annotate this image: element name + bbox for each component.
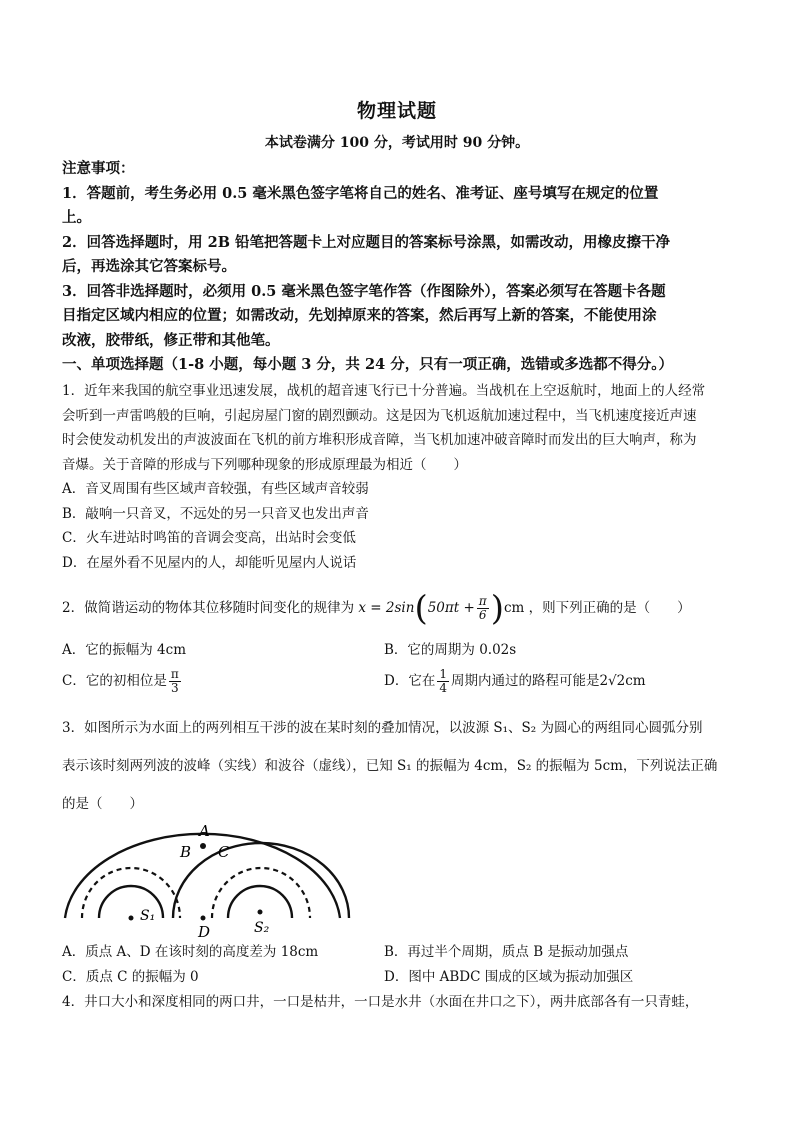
- q3-options-row-2: [62, 965, 734, 990]
- label-c: C: [218, 843, 230, 861]
- q2-option-c-fraction: [169, 668, 181, 695]
- frac-denominator: 3: [170, 681, 179, 695]
- notes-heading: 注意事项：: [62, 160, 135, 177]
- notes-line: 上。: [62, 209, 91, 226]
- label-a: A: [199, 822, 210, 840]
- q2-option-c: [62, 668, 183, 695]
- interference-figure: [62, 820, 362, 938]
- page-title: 物理试题: [356, 100, 437, 122]
- frac-denominator: 4: [439, 681, 447, 695]
- question-3: [62, 716, 734, 816]
- source-s2: [258, 910, 263, 915]
- formula-fraction: [477, 595, 489, 622]
- notes-line: 目指定区域内相应的位置；如需改动，先划掉原来的答案，然后再写上新的答案，不能使用涂: [62, 307, 657, 324]
- label-d: D: [198, 923, 211, 938]
- q3-option-c: C．质点 C 的振幅为 0: [62, 969, 199, 985]
- q1-option-d: D．在屋外看不见屋内的人，却能听见屋内人说话: [62, 554, 357, 571]
- q3-options-row-1: [62, 940, 734, 965]
- q2-options-row-1: [62, 638, 734, 668]
- section-heading: 一、单项选择题（1-8 小题，每小题 3 分，共 24 分，只有一项正确，选错或多选都不得分。）: [62, 356, 673, 373]
- frac-numerator: π: [478, 594, 487, 608]
- q1-stem-line: 1．近年来我国的航空事业迅速发展，战机的超音速飞行已十分普遍。当战机在上空返航时，地面上的人经常: [62, 383, 706, 399]
- q2-option-d-text: D．它在: [384, 673, 436, 689]
- notes-line: 2．回答选择题时，用 2B 铅笔把答题卡上对应题目的答案标号涂黑，如需改动，用橡皮擦干净: [62, 233, 671, 251]
- label-b: B: [180, 843, 192, 861]
- formula-inner: 50πt +: [427, 600, 475, 616]
- notes-section: [62, 157, 734, 378]
- q1-stem-line: 时会使发动机发出的声波波面在飞机的前方堆积形成音障，当飞机加速冲破音障时而发出的巨大响声，称为: [62, 432, 697, 448]
- q1-option-a: A．音叉周围有些区域声音较强，有些区域声音较弱: [62, 481, 369, 497]
- frac-numerator: π: [170, 667, 179, 681]
- q3-option-d: D．图中 ABDC 围成的区域为振动加强区: [384, 969, 634, 985]
- notes-line: 后，再选涂其它答案标号。: [62, 258, 236, 275]
- q2-stem-prefix: 2．做简谐运动的物体其位移随时间变化的规律为: [62, 600, 355, 616]
- q3-stem-line: 表示该时刻两列波的波峰（实线）和波谷（虚线），已知 S₁ 的振幅为 4cm，S₂ 的振幅为 5cm，下列说法正确: [62, 758, 718, 774]
- label-s2: S₂: [254, 920, 270, 936]
- point-d: [201, 916, 206, 921]
- q2-option-c-text: C．它的初相位是: [62, 673, 167, 689]
- q1-option-b: B．敲响一只音叉，不远处的另一只音叉也发出声音: [62, 505, 369, 522]
- s1-trough: [82, 868, 180, 918]
- q1-stem-line: 音爆。关于音障的形成与下列哪种现象的形成原理最为相近（ ）: [62, 456, 467, 473]
- frac-denominator: 6: [478, 608, 487, 622]
- q3-stem-line: 3．如图所示为水面上的两列相互干涉的波在某时刻的叠加情况，以波源 S₁、S₂ 为圆心的两组同心圆弧分别: [62, 720, 703, 736]
- q2-option-a: A．它的振幅为 4cm: [62, 642, 186, 658]
- q2-formula: x = 2sin(50πt + $\frac{\pi}{6}$ )cm: [358, 588, 525, 629]
- q2-option-d: [384, 668, 646, 695]
- question-2: [62, 588, 734, 702]
- question-1: [62, 379, 734, 575]
- notes-line: 1．答题前，考生务必用 0.5 毫米黑色签字笔将自己的姓名、准考证、座号填写在规定的位置: [62, 184, 659, 202]
- formula-unit: cm: [503, 600, 525, 616]
- point-a: [200, 843, 206, 849]
- exam-info: 本试卷满分 100 分，考试用时 90 分钟。: [264, 135, 530, 151]
- q2-option-d-mid: 周期内通过的路程可能是: [450, 673, 600, 689]
- q1-stem-line: 会听到一声雷鸣般的巨响，引起房屋门窗的剧烈颤动。这是因为飞机返航加速过程中，当飞机速度接近声速: [62, 407, 697, 424]
- q2-stem: [62, 588, 734, 628]
- label-s1: S₁: [140, 908, 156, 924]
- q3-option-a: A．质点 A、D 在该时刻的高度差为 18cm: [62, 944, 319, 960]
- q2-option-d-fraction: [437, 668, 449, 695]
- q2-option-b: B．它的周期为 0.02s: [384, 642, 517, 658]
- q1-option-c: C．火车进站时鸣笛的音调会变高，出站时会变低: [62, 530, 356, 546]
- q3-stem-line: 的是（ ）: [62, 796, 143, 812]
- source-s1: [129, 916, 134, 921]
- q4-stem-line: 4．井口大小和深度相同的两口井，一口是枯井，一口是水井（水面在井口之下），两井底部各有一只青蛙，: [62, 994, 699, 1010]
- q2-options-row-2: [62, 668, 734, 702]
- notes-line: 3．回答非选择题时，必须用 0.5 毫米黑色签字笔作答（作图除外），答案必须写在答题卡各题: [62, 282, 666, 300]
- q3-options: [62, 940, 734, 1015]
- q2-stem-suffix: ，则下列正确的是（ ）: [528, 600, 691, 616]
- formula-lhs: x = 2sin: [358, 600, 415, 616]
- q3-option-b: B．再过半个周期，质点 B 是振动加强点: [384, 944, 629, 960]
- frac-numerator: 1: [439, 667, 447, 681]
- q2-option-d-value: 2√2cm: [599, 673, 646, 689]
- notes-line: 改液，胶带纸，修正带和其他笔。: [62, 331, 280, 349]
